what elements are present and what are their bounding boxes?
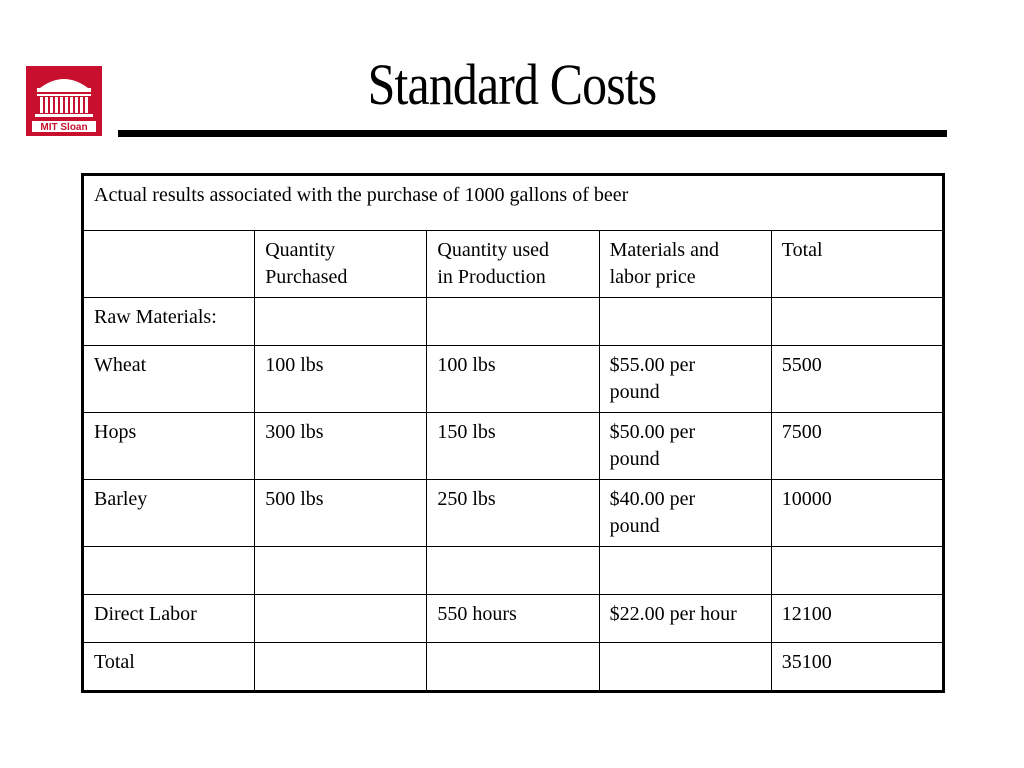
table-cell: Total <box>83 643 255 692</box>
table-cell: 100 lbs <box>427 346 599 413</box>
table-cell: Direct Labor <box>83 595 255 643</box>
table-cell <box>427 547 599 595</box>
table-cell <box>255 298 427 346</box>
table-cell: $50.00 per pound <box>599 413 771 480</box>
table-cell <box>771 298 943 346</box>
table-cell: 7500 <box>771 413 943 480</box>
table-caption-row <box>83 175 944 231</box>
header-cell-total: Total <box>771 231 943 298</box>
table-cell: 250 lbs <box>427 480 599 547</box>
table-cell: 5500 <box>771 346 943 413</box>
table-cell: 100 lbs <box>255 346 427 413</box>
header-cell-item <box>83 231 255 298</box>
table-cell <box>599 547 771 595</box>
table-cell <box>599 643 771 692</box>
table-cell: $22.00 per hour <box>599 595 771 643</box>
table-cell: Wheat <box>83 346 255 413</box>
table-total-row <box>83 643 944 692</box>
table-cell <box>599 298 771 346</box>
table-cell: 10000 <box>771 480 943 547</box>
table-cell <box>255 547 427 595</box>
table-cell: 300 lbs <box>255 413 427 480</box>
header-cell-quantity-used: Quantity used in Production <box>427 231 599 298</box>
table-header-row <box>83 231 944 298</box>
table-cell: $55.00 per pound <box>599 346 771 413</box>
standard-costs-table <box>81 173 945 693</box>
table-row <box>83 480 944 547</box>
table-cell: 500 lbs <box>255 480 427 547</box>
table-cell <box>771 547 943 595</box>
table-row <box>83 547 944 595</box>
table-row <box>83 346 944 413</box>
table-cell: Raw Materials: <box>83 298 255 346</box>
slide-title: Standard Costs <box>367 52 657 117</box>
table-cell: Barley <box>83 480 255 547</box>
table-cell: 12100 <box>771 595 943 643</box>
table-cell <box>427 643 599 692</box>
header-cell-quantity-purchased: Quantity Purchased <box>255 231 427 298</box>
title-underline-rule <box>118 130 947 137</box>
table-row <box>83 413 944 480</box>
table-cell: 150 lbs <box>427 413 599 480</box>
logo-text: MIT Sloan <box>40 122 88 133</box>
table-cell <box>255 643 427 692</box>
table-cell <box>427 298 599 346</box>
table-row <box>83 298 944 346</box>
table-cell: 35100 <box>771 643 943 692</box>
table-caption: Actual results associated with the purchase of 1000 gallons of beer <box>83 175 944 231</box>
table-cell: 550 hours <box>427 595 599 643</box>
table-cell <box>83 547 255 595</box>
table-cell <box>255 595 427 643</box>
table-cell: Hops <box>83 413 255 480</box>
table-row <box>83 595 944 643</box>
table-cell: $40.00 per pound <box>599 480 771 547</box>
header-cell-price: Materials and labor price <box>599 231 771 298</box>
